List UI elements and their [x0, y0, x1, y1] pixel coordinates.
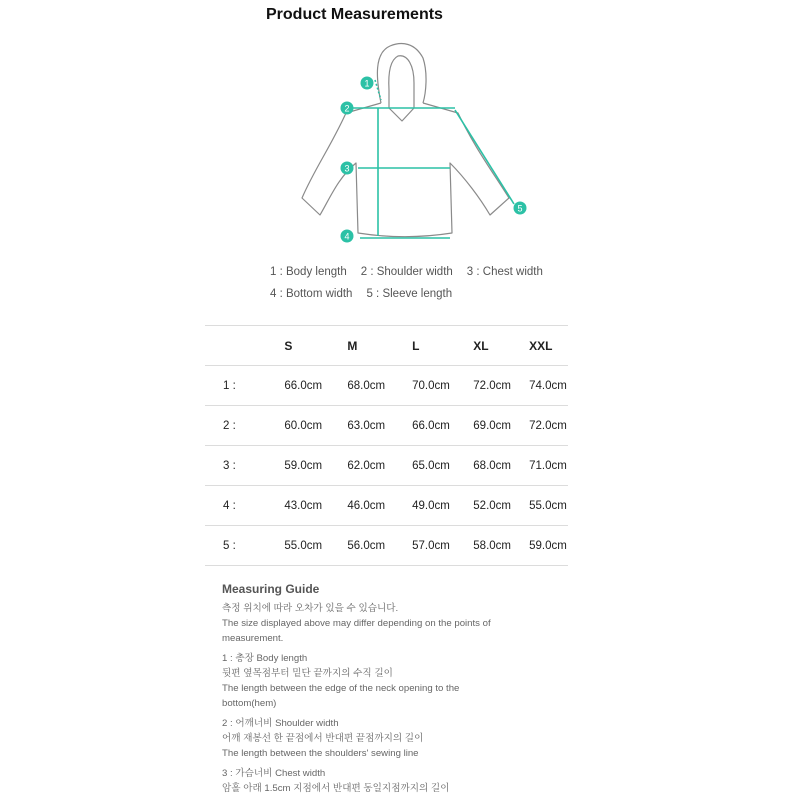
legend-row: [270, 283, 543, 305]
marker-2: [341, 102, 354, 115]
guide-line: 뒷편 옆목점부터 밑단 끝까지의 수직 길이: [222, 668, 393, 679]
table-cell: 57.0cm: [412, 526, 473, 566]
hoodie-outline: [302, 44, 509, 237]
header-cell-m: M: [347, 326, 412, 366]
guide-line: The size displayed above may differ depending on the points of: [222, 618, 491, 629]
guide-line: 2 : 어깨너비 Shoulder width: [222, 718, 339, 729]
row-label: 1 :: [205, 366, 284, 406]
table-cell: 46.0cm: [347, 486, 412, 526]
row-label: 2 :: [205, 406, 284, 446]
table-cell: 59.0cm: [529, 526, 568, 566]
guide-chest-width: [222, 766, 522, 796]
guide-line: measurement.: [222, 633, 284, 644]
svg-text:5: 5: [517, 203, 523, 214]
table-cell: 72.0cm: [529, 406, 568, 446]
row-label: 3 :: [205, 446, 284, 486]
table-cell: 68.0cm: [473, 446, 529, 486]
guide-intro: [222, 601, 522, 646]
marker-1: [361, 77, 374, 90]
measure-lines: [346, 80, 514, 238]
marker-5: [514, 202, 527, 215]
svg-text:4: 4: [344, 231, 350, 242]
table-cell: 72.0cm: [473, 366, 529, 406]
table-cell: 66.0cm: [284, 366, 347, 406]
table-cell: 74.0cm: [529, 366, 568, 406]
table-row: [205, 446, 568, 486]
table-cell: 71.0cm: [529, 446, 568, 486]
table-cell: 66.0cm: [412, 406, 473, 446]
legend-item-shoulder-width: 2 : Shoulder width: [360, 266, 453, 278]
table-cell: 55.0cm: [529, 486, 568, 526]
table-cell: 59.0cm: [284, 446, 347, 486]
guide-line: bottom(hem): [222, 698, 277, 709]
measurement-legend: [270, 261, 543, 305]
guide-line: The length between the edge of the neck opening to the: [222, 683, 460, 694]
guide-line: 3 : 가슴너비 Chest width: [222, 768, 326, 779]
table-row: [205, 486, 568, 526]
legend-item-body-length: 1 : Body length: [270, 266, 347, 278]
marker-4: [341, 230, 354, 243]
table-cell: 60.0cm: [284, 406, 347, 446]
table-cell: 68.0cm: [347, 366, 412, 406]
marker-group: [341, 77, 527, 243]
legend-row: [270, 261, 543, 283]
guide-line: 암홀 아래 1.5cm 지점에서 반대편 동일지점까지의 길이: [222, 783, 450, 794]
table-cell: 63.0cm: [347, 406, 412, 446]
size-table: [205, 325, 568, 566]
table-row: [205, 526, 568, 566]
table-row: [205, 366, 568, 406]
table-cell: 49.0cm: [412, 486, 473, 526]
table-cell: 58.0cm: [473, 526, 529, 566]
guide-line: The length between the shoulders' sewing line: [222, 748, 419, 759]
header-cell-l: L: [412, 326, 473, 366]
guide-line: 1 : 총장 Body length: [222, 653, 308, 664]
row-label: 5 :: [205, 526, 284, 566]
guide-title: Measuring Guide: [222, 582, 320, 596]
legend-item-sleeve-length: 5 : Sleeve length: [366, 288, 453, 300]
table-row: [205, 406, 568, 446]
size-header-row: [205, 326, 568, 366]
guide-shoulder-width: [222, 716, 522, 761]
header-cell-blank: [205, 326, 284, 366]
legend-item-bottom-width: 4 : Bottom width: [270, 288, 353, 300]
svg-text:1: 1: [364, 78, 370, 89]
header-cell-xl: XL: [473, 326, 529, 366]
guide-line: 측정 위치에 따라 오차가 있을 수 있습니다.: [222, 603, 399, 614]
row-label: 4 :: [205, 486, 284, 526]
table-cell: 43.0cm: [284, 486, 347, 526]
marker-3: [341, 162, 354, 175]
header-cell-s: S: [284, 326, 347, 366]
table-cell: 62.0cm: [347, 446, 412, 486]
guide-body-length: [222, 651, 522, 711]
header-cell-xxl: XXL: [529, 326, 568, 366]
measuring-guide: [222, 582, 522, 801]
table-cell: 52.0cm: [473, 486, 529, 526]
table-cell: 69.0cm: [473, 406, 529, 446]
table-cell: 56.0cm: [347, 526, 412, 566]
svg-text:2: 2: [344, 103, 350, 114]
page-title: Product Measurements: [266, 6, 443, 23]
hoodie-measurement-diagram: [290, 38, 530, 248]
guide-line: 어깨 재봉선 한 끝점에서 반대편 끝점까지의 길이: [222, 733, 424, 744]
table-cell: 55.0cm: [284, 526, 347, 566]
table-cell: 70.0cm: [412, 366, 473, 406]
svg-text:3: 3: [344, 163, 350, 174]
legend-item-chest-width: 3 : Chest width: [466, 266, 543, 278]
table-cell: 65.0cm: [412, 446, 473, 486]
